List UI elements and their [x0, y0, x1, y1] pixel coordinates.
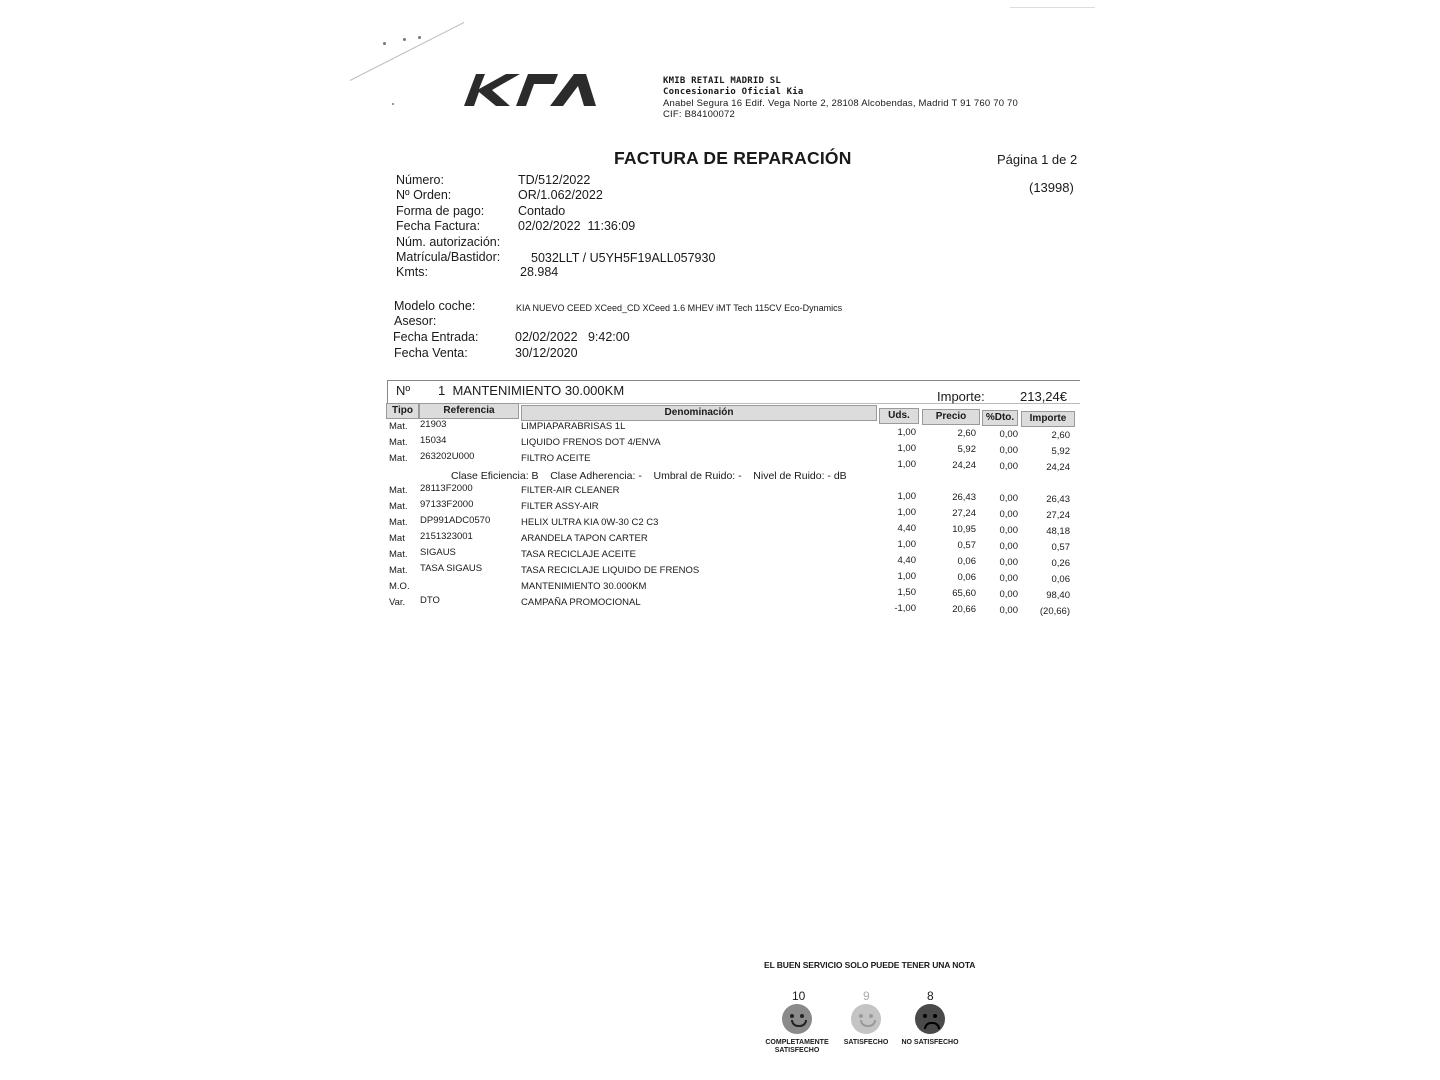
numero-label: Número: [396, 173, 444, 187]
scan-dot [392, 103, 394, 105]
cell-importe: 0,06 [1051, 574, 1070, 585]
cell-dto: 0,00 [999, 557, 1018, 568]
operation-importe-label: Importe: [937, 389, 985, 404]
mouth [791, 1020, 807, 1027]
cell-dto: 0,00 [999, 461, 1018, 472]
cell-tipo: Mat [389, 533, 405, 544]
cell-dto: 0,00 [999, 445, 1018, 456]
operation-importe: 213,24€ [1020, 389, 1067, 404]
venta-label: Fecha Venta: [394, 346, 468, 360]
eye [800, 1014, 804, 1018]
cell-tipo: Mat. [389, 421, 408, 432]
cell-importe: 0,26 [1051, 558, 1070, 569]
service-slogan: EL BUEN SERVICIO SOLO PUEDE TENER UNA NOTA [764, 960, 976, 970]
cell-uds: -1,00 [894, 603, 916, 614]
cell-importe: (20,66) [1039, 606, 1070, 617]
cell-uds: 1,00 [897, 507, 916, 518]
cell-importe: 24,24 [1046, 462, 1070, 473]
cell-importe: 48,18 [1046, 526, 1070, 537]
company-tagline: Concesionario Oficial Kia [663, 87, 804, 97]
cell-den: FILTRO ACEITE [521, 453, 591, 464]
cell-uds: 1,50 [897, 587, 916, 598]
col-header-tipo: Tipo [386, 403, 419, 419]
cell-uds: 1,00 [897, 539, 916, 550]
cell-dto: 0,00 [999, 541, 1018, 552]
matricula-label: Matrícula/Bastidor: [396, 250, 501, 264]
col-header-dto: %Dto. [982, 410, 1018, 426]
cell-dto: 0,00 [999, 429, 1018, 440]
operation-no-label: Nº [396, 383, 411, 398]
scan-dot [418, 36, 421, 39]
rating-caption: COMPLETAMENTE SATISFECHO [765, 1039, 829, 1054]
document-code: (13998) [1029, 180, 1074, 195]
eye [790, 1014, 794, 1018]
operation-title: 1 MANTENIMIENTO 30.000KM [438, 383, 625, 398]
cell-uds: 1,00 [897, 491, 916, 502]
rating-score: 10 [792, 989, 806, 1003]
scan-mark [350, 22, 465, 81]
cell-uds: 4,40 [897, 523, 916, 534]
cell-dto: 0,00 [999, 493, 1018, 504]
cell-uds: 1,00 [897, 443, 916, 454]
fecha-value: 02/02/2022 11:36:09 [518, 219, 636, 233]
eye [923, 1014, 927, 1018]
scan-dot [383, 42, 386, 45]
cell-den: LIMPIAPARABRISAS 1L [521, 421, 626, 432]
cell-uds: 1,00 [897, 427, 916, 438]
cell-dto: 0,00 [999, 525, 1018, 536]
col-header-uds: Uds. [879, 408, 919, 424]
rating-score: 8 [927, 989, 934, 1003]
cell-uds: 1,00 [897, 459, 916, 470]
cell-den: HELIX ULTRA KIA 0W-30 C2 C3 [521, 517, 659, 528]
cell-precio: 24,24 [952, 460, 976, 471]
document-title: FACTURA DE REPARACIÓN [614, 148, 852, 168]
orden-value: OR/1.062/2022 [518, 188, 603, 202]
cell-tipo: Mat. [389, 565, 408, 576]
cell-tipo: Mat. [389, 485, 408, 496]
cell-den: MANTENIMIENTO 30.000KM [521, 581, 647, 592]
cell-precio: 10,95 [952, 524, 976, 535]
col-header-referencia: Referencia [419, 403, 519, 419]
cell-den: ARANDELA TAPON CARTER [521, 533, 648, 544]
smiley-face-icon [782, 1004, 812, 1034]
cell-precio: 27,24 [952, 508, 976, 519]
cell-den: CAMPAÑA PROMOCIONAL [521, 597, 641, 608]
col-header-denominacion: Denominación [521, 405, 877, 421]
cell-tipo: Mat. [389, 501, 408, 512]
cell-tipo: Mat. [389, 517, 408, 528]
cell-tipo: Var. [389, 597, 406, 608]
company-cif: CIF: B84100072 [663, 109, 735, 120]
cell-ref: DTO [420, 595, 440, 606]
cell-ref: TASA SIGAUS [420, 563, 483, 574]
company-info [663, 76, 1018, 120]
matricula-value: 5032LLT / U5YH5F19ALL057930 [531, 251, 716, 265]
cell-importe: 5,92 [1051, 446, 1070, 457]
smiley-face-icon [851, 1004, 881, 1034]
cell-uds: 4,40 [897, 555, 916, 566]
entrada-value: 02/02/2022 9:42:00 [515, 330, 630, 344]
cell-importe: 26,43 [1046, 494, 1070, 505]
cell-precio: 5,92 [957, 444, 976, 455]
kia-logo [462, 72, 612, 108]
cell-dto: 0,00 [999, 605, 1018, 616]
eye [869, 1014, 873, 1018]
cell-precio: 0,06 [957, 556, 976, 567]
kmts-value: 28.984 [520, 265, 559, 279]
asesor-label: Asesor: [394, 314, 437, 328]
numero-value: TD/512/2022 [518, 173, 591, 187]
kmts-label: Kmts: [396, 265, 428, 279]
rating-score: 9 [863, 989, 870, 1003]
cell-tipo: M.O. [389, 581, 410, 592]
eye [859, 1014, 863, 1018]
cell-ref: DP991ADC0570 [420, 515, 491, 526]
invoice-info [393, 173, 916, 368]
cell-ref: 21903 [420, 419, 447, 430]
cell-precio: 2,60 [957, 428, 976, 439]
rating-caption: NO SATISFECHO [901, 1039, 959, 1046]
efficiency-note: Clase Eficiencia: B Clase Adherencia: - Umbral de Ruido: - Nivel de Ruido: - dB [451, 470, 847, 482]
cell-tipo: Mat. [389, 453, 408, 464]
cell-den: FILTER ASSY-AIR [521, 501, 599, 512]
cell-ref: 263202U000 [420, 451, 475, 462]
mouth [924, 1022, 940, 1029]
cell-importe: 0,57 [1051, 542, 1070, 553]
modelo-value: KIA NUEVO CEED XCeed_CD XCeed 1.6 MHEV iMT Tech 115CV Eco-Dynamics [516, 303, 843, 313]
pago-value: Contado [518, 204, 566, 218]
company-name: KMIB RETAIL MADRID SL [663, 76, 781, 86]
company-address: Anabel Segura 16 Edif. Vega Norte 2, 28108 Alcobendas, Madrid T 91 760 70 70 [663, 98, 1018, 109]
modelo-label: Modelo coche: [394, 299, 476, 313]
cell-importe: 27,24 [1046, 510, 1070, 521]
scan-dot [403, 38, 406, 41]
cell-den: FILTER-AIR CLEANER [521, 485, 620, 496]
cell-tipo: Mat. [389, 549, 408, 560]
cell-dto: 0,00 [999, 573, 1018, 584]
cell-ref: 2151323001 [420, 531, 473, 542]
entrada-label: Fecha Entrada: [393, 330, 479, 344]
cell-uds: 1,00 [897, 571, 916, 582]
autorizacion-label: Núm. autorización: [396, 235, 501, 249]
cell-ref: 97133F2000 [420, 499, 474, 510]
rating-caption: SATISFECHO [843, 1039, 889, 1046]
orden-label: Nº Orden: [396, 188, 452, 202]
cell-precio: 0,06 [957, 572, 976, 583]
cell-ref: 28113F2000 [420, 483, 473, 494]
cell-tipo: Mat. [389, 437, 408, 448]
cell-dto: 0,00 [999, 589, 1018, 600]
cell-dto: 0,00 [999, 509, 1018, 520]
venta-value: 30/12/2020 [515, 346, 578, 360]
cell-ref: 15034 [420, 435, 447, 446]
cell-importe: 98,40 [1046, 590, 1070, 601]
pago-label: Forma de pago: [396, 204, 485, 218]
operation-header [387, 380, 1080, 404]
mouth [860, 1020, 876, 1027]
col-header-precio: Precio [922, 409, 980, 425]
eye [933, 1014, 937, 1018]
cell-ref: SIGAUS [420, 547, 456, 558]
page-number: Página 1 de 2 [997, 152, 1078, 167]
scan-mark [1010, 7, 1095, 8]
cell-precio: 20,66 [952, 604, 976, 615]
cell-precio: 26,43 [952, 492, 976, 503]
cell-importe: 2,60 [1051, 430, 1070, 441]
cell-den: TASA RECICLAJE LIQUIDO DE FRENOS [521, 565, 700, 576]
cell-precio: 65,60 [952, 588, 976, 599]
cell-den: LIQUIDO FRENOS DOT 4/ENVA [521, 437, 661, 448]
fecha-label: Fecha Factura: [396, 219, 481, 233]
cell-den: TASA RECICLAJE ACEITE [521, 549, 636, 560]
cell-precio: 0,57 [957, 540, 976, 551]
col-header-importe: Importe [1021, 411, 1075, 427]
sad-face-icon [915, 1004, 945, 1034]
